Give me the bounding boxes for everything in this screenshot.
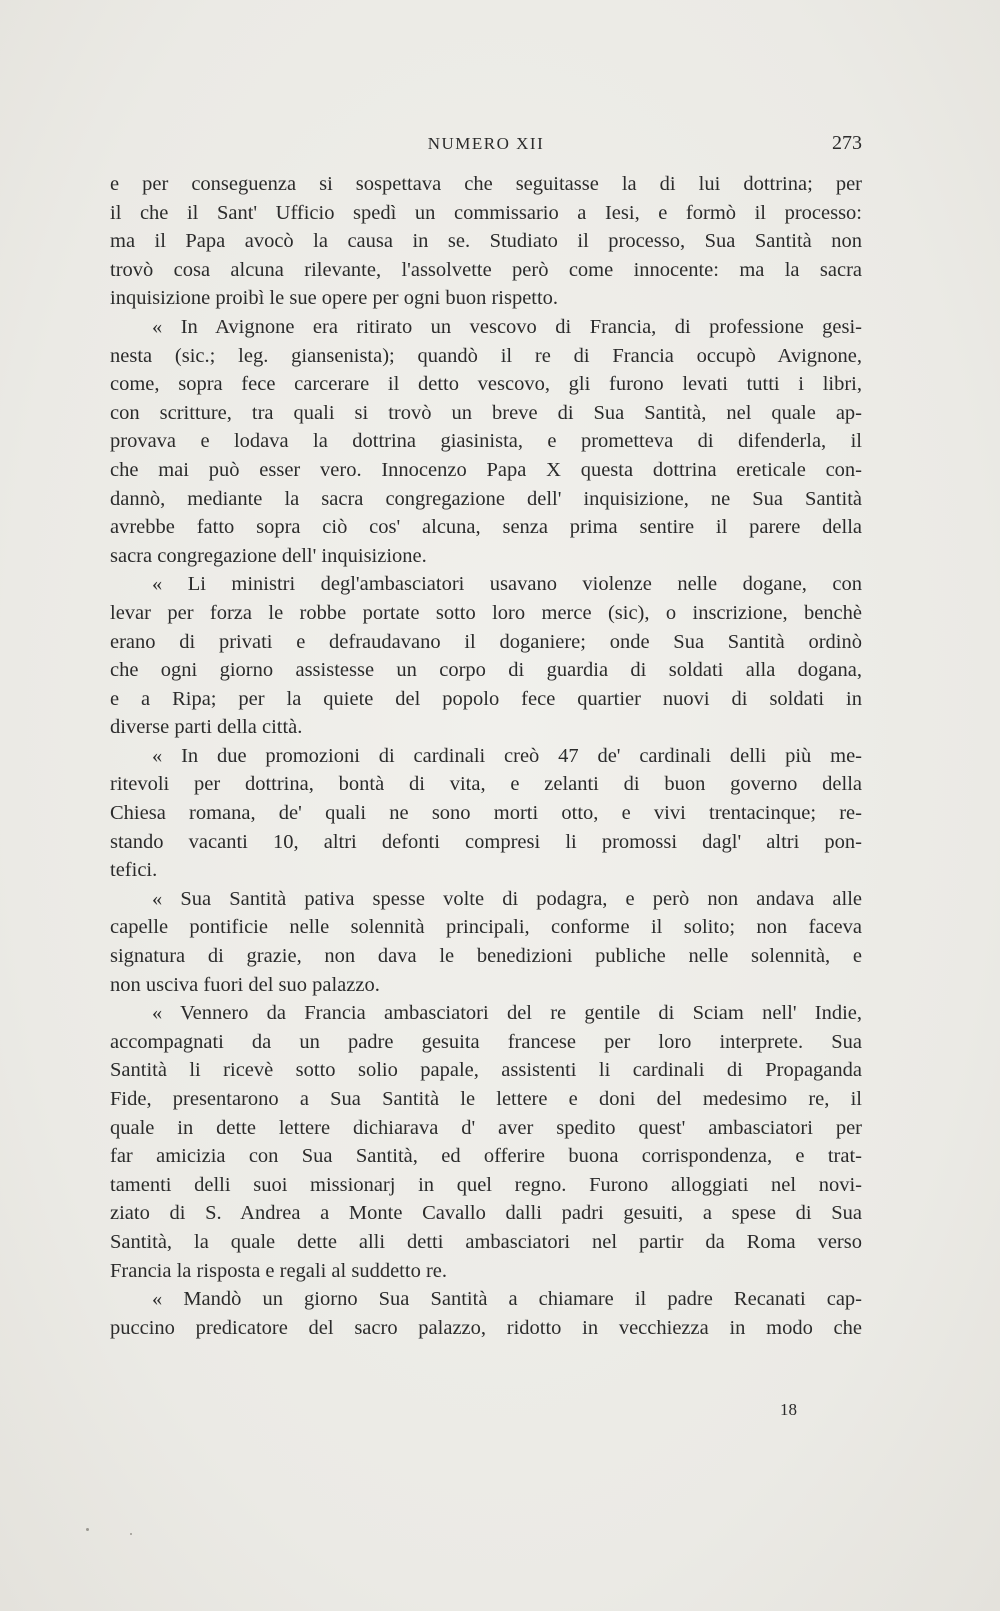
text-line: levar per forza le robbe portate sotto loro merce (sic), o inscrizione, benchè xyxy=(110,601,862,624)
page-header xyxy=(110,132,862,158)
text-line: sacra congregazione dell' inquisizione. xyxy=(110,544,427,567)
text-line: quale in dette lettere dichiarava d' aver spedito quest' ambasciatori per xyxy=(110,1116,862,1139)
text-line: stando vacanti 10, altri defonti compresi li promossi dagl' altri pon- xyxy=(110,830,862,853)
text-line: Santità li ricevè sotto solio papale, assistenti li cardinali di Propaganda xyxy=(110,1059,862,1082)
text-line: e per conseguenza si sospettava che seguitasse la di lui dottrina; per xyxy=(110,173,862,195)
text-line: ma il Papa avocò la causa in se. Studiato il processo, Sua Santità non xyxy=(110,230,862,253)
text-line: « In Avignone era ritirato un vescovo di Francia, di professione gesi- xyxy=(152,315,862,338)
text-line: e a Ripa; per la quiete del popolo fece quartier nuovi di soldati in xyxy=(110,687,862,710)
text-line: non usciva fuori del suo palazzo. xyxy=(110,973,380,996)
text-line: « Mandò un giorno Sua Santità a chiamare il padre Recanati cap- xyxy=(152,1288,862,1311)
text-line: puccino predicatore del sacro palazzo, ridotto in vecchiezza in modo che xyxy=(110,1316,862,1339)
body-text xyxy=(110,170,862,1342)
text-line: trovò cosa alcuna rilevante, l'assolvette però come innocente: ma la sacra xyxy=(110,258,862,281)
text-line: nesta (sic.; leg. giansenista); quandò il re di Francia occupò Avignone, xyxy=(110,344,862,367)
text-line: erano di privati e defraudavano il doganiere; onde Sua Santità ordinò xyxy=(110,630,862,653)
text-line: che mai può esser vero. Innocenzo Papa X questa dottrina ereticale con- xyxy=(110,458,862,481)
text-line: Chiesa romana, de' quali ne sono morti otto, e vivi trentacinque; re- xyxy=(110,802,862,825)
text-line: Francia la risposta e regali al suddetto re. xyxy=(110,1259,447,1282)
text-line: tefici. xyxy=(110,859,158,882)
text-line: tamenti delli suoi missionarj in quel regno. Furono alloggiati nel novi- xyxy=(110,1173,862,1196)
text-line: come, sopra fece carcerare il detto vescovo, gli furono levati tutti i libri, xyxy=(110,373,862,396)
paper-speck xyxy=(86,1528,89,1531)
text-line: accompagnati da un padre gesuita francese per loro interprete. Sua xyxy=(110,1030,862,1053)
text-line: ziato di S. Andrea a Monte Cavallo dalli padri gesuiti, a spese di Sua xyxy=(110,1202,862,1225)
text-line: diverse parti della città. xyxy=(110,716,303,739)
text-line: « Li ministri degl'ambasciatori usavano violenze nelle dogane, con xyxy=(152,573,862,596)
text-line: « Sua Santità pativa spesse volte di podagra, e però non andava alle xyxy=(152,887,862,910)
text-line: « Vennero da Francia ambasciatori del re gentile di Sciam nell' Indie, xyxy=(152,1002,862,1025)
text-line: provava e lodava la dottrina giasinista, e prometteva di difenderla, il xyxy=(110,430,862,453)
text-line: signatura di grazie, non dava le benedizioni publiche nelle solennità, e xyxy=(110,945,862,968)
text-line: che ogni giorno assistesse un corpo di guardia di soldati alla dogana, xyxy=(110,659,862,682)
running-title: NUMERO XII xyxy=(427,134,545,153)
page-number: 273 xyxy=(832,132,862,154)
text-line: Santità, la quale dette alli detti ambasciatori nel partir da Roma verso xyxy=(110,1230,862,1253)
text-line: capelle pontificie nelle solennità principali, conforme il solito; non faceva xyxy=(110,916,862,939)
text-line: il che il Sant' Ufficio spedì un commissario a Iesi, e formò il processo: xyxy=(110,201,862,224)
text-line: ritevoli per dottrina, bontà di vita, e zelanti di buon governo della xyxy=(110,773,862,796)
text-line: Fide, presentarono a Sua Santità le lettere e doni del medesimo re, il xyxy=(110,1088,862,1110)
text-line: « In due promozioni di cardinali creò 47 de' cardinali delli più me- xyxy=(152,744,862,767)
text-line: dannò, mediante la sacra congregazione dell' inquisizione, ne Sua Santità xyxy=(110,487,862,510)
text-line: inquisizione proibì le sue opere per ogni buon rispetto. xyxy=(110,287,559,310)
text-line: far amicizia con Sua Santità, ed offerire buona corrispondenza, e trat- xyxy=(110,1145,862,1168)
text-line: con scritture, tra quali si trovò un breve di Sua Santità, nel quale ap- xyxy=(110,401,862,424)
paper-speck xyxy=(130,1533,132,1535)
signature-mark: 18 xyxy=(780,1400,797,1419)
text-line: avrebbe fatto sopra ciò cos' alcuna, senza prima sentire il parere della xyxy=(110,516,862,539)
